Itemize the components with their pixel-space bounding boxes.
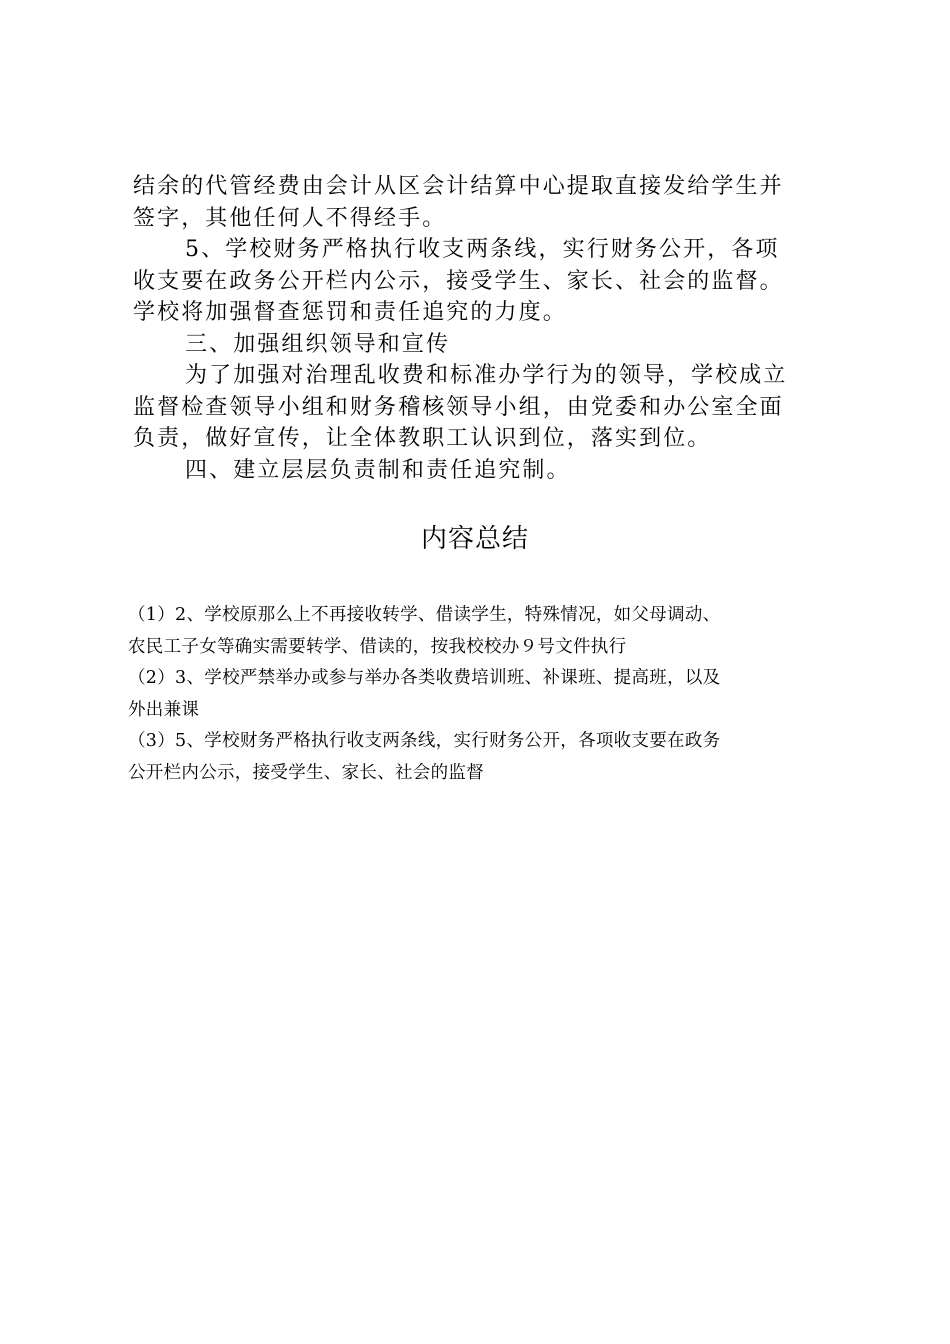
summary-title: 内容总结	[420, 524, 529, 554]
summary-list	[128, 600, 828, 789]
body-line: 5、学校财务严格执行收支两条线，实行财务公开，各项	[185, 237, 780, 262]
summary-line: 公开栏内公示，接受学生、家长、社会的监督	[128, 762, 484, 783]
body-line: 结余的代管经费由会计从区会计结算中心提取直接发给学生并	[133, 174, 784, 199]
body-line: 签字，其他任何人不得经手。	[133, 205, 447, 231]
section-heading: 三、加强组织领导和宣传	[185, 331, 451, 357]
summary-line: 外出兼课	[128, 699, 200, 720]
summary-line: 农民工子女等确实需要转学、借读的，按我校校办９号文件执行	[128, 636, 627, 657]
body-text	[133, 171, 823, 486]
summary-line: （2）3、学校严禁举办或参与举办各类收费培训班、补课班、提高班，以及	[128, 668, 721, 688]
body-line: 收支要在政务公开栏内公示，接受学生、家长、社会的监督。	[133, 268, 784, 294]
summary-line: （3）5、学校财务严格执行收支两条线，实行财务公开，各项收支要在政务	[128, 731, 721, 751]
summary-line: （1）2、学校原那么上不再接收转学、借读学生，特殊情况，如父母调动、	[128, 605, 721, 625]
body-line: 学校将加强督查惩罚和责任追究的力度。	[133, 300, 567, 325]
body-line: 为了加强对治理乱收费和标准办学行为的领导，学校成立	[185, 363, 788, 388]
body-line: 监督检查领导小组和财务稽核领导小组，由党委和办公室全面	[133, 394, 784, 420]
body-line: 负责，做好宣传，让全体教职工认识到位，落实到位。	[133, 426, 712, 451]
section-heading: 四、建立层层负责制和责任追究制。	[185, 457, 571, 483]
